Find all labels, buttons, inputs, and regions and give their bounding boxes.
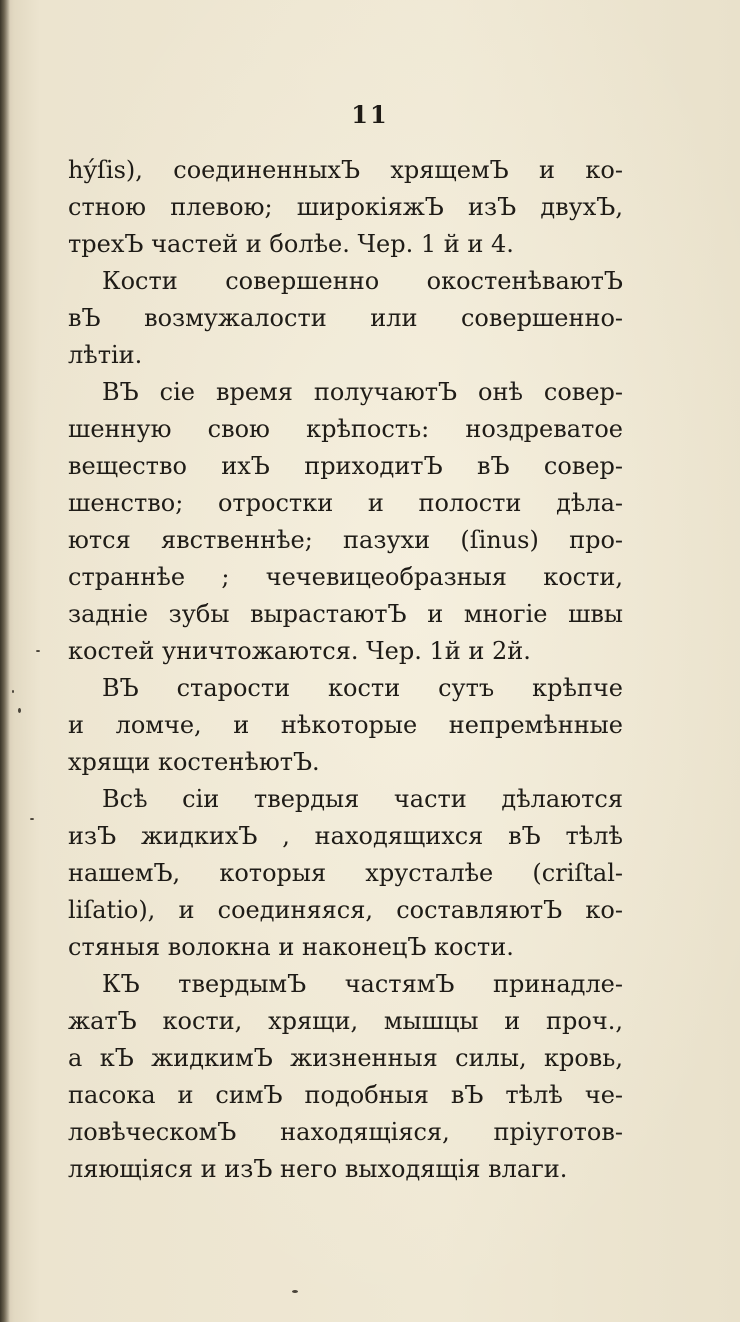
text-line: вЪ возмужалости или совершенно- xyxy=(68,304,623,332)
text-line: лѣтіи. xyxy=(68,341,143,369)
text-line: шенство; отростки и полости дѣла- xyxy=(68,489,623,517)
text-line: стною плевою; широкіяжЪ изЪ двухЪ, xyxy=(68,193,623,221)
text-line: трехЪ частей и болѣе. Чер. 1 й и 4. xyxy=(68,230,514,258)
text-line: жатЪ кости, хрящи, мышцы и проч., xyxy=(68,1007,623,1035)
text-line: ВЪ сіе время получаютЪ онѣ совер- xyxy=(102,378,623,406)
text-line: шенную свою крѣпость: ноздреватое xyxy=(68,415,623,443)
text-line: хрящи костенѣютЪ. xyxy=(68,748,320,776)
paper-speck xyxy=(30,818,34,820)
text-line: ловѣческомЪ находящіяся, пріуготов- xyxy=(68,1118,623,1146)
paper-speck xyxy=(36,650,40,652)
paper-speck xyxy=(292,1290,298,1293)
text-line: Кости совершенно окостенѣваютЪ xyxy=(102,267,623,295)
text-line: страннѣе ; чечевицеобразныя кости, xyxy=(68,563,623,591)
text-line: нашемЪ, которыя хрусталѣе (criſtal- xyxy=(68,859,623,887)
text-line: ются явственнѣе; пазухи (ſinus) про- xyxy=(68,526,623,554)
text-line: задніе зубы вырастаютЪ и многіе швы xyxy=(68,600,623,628)
paper-speck xyxy=(18,708,21,713)
text-line: стяныя волокна и наконецЪ кости. xyxy=(68,933,514,961)
text-line: костей уничтожаются. Чер. 1й и 2й. xyxy=(68,637,531,665)
page-number: 11 xyxy=(351,100,389,129)
text-line: вещество ихЪ приходитЪ вЪ совер- xyxy=(68,452,623,480)
text-line: liſatio), и соединяяся, составляютЪ ко- xyxy=(68,896,623,924)
text-line: КЪ твердымЪ частямЪ принадле- xyxy=(102,970,623,998)
text-line: ВЪ старости кости сутъ крѣпче xyxy=(102,674,623,702)
text-line: Всѣ сіи твердыя части дѣлаются xyxy=(102,785,623,813)
text-line: и ломче, и нѣкоторые непремѣнные xyxy=(68,711,623,739)
spine-shadow xyxy=(0,0,10,1322)
text-line: а кЪ жидкимЪ жизненныя силы, кровь, xyxy=(68,1044,623,1072)
paper-speck xyxy=(12,690,14,693)
body-text xyxy=(68,152,623,1188)
text-line: изЪ жидкихЪ , находящихся вЪ тѣлѣ xyxy=(68,822,623,850)
text-line: ляющіяся и изЪ него выходящія влаги. xyxy=(68,1155,568,1183)
text-line: пасока и симЪ подобныя вЪ тѣлѣ че- xyxy=(68,1081,623,1109)
text-line: hýſis), соединенныхЪ хрящемЪ и ко- xyxy=(68,156,623,184)
